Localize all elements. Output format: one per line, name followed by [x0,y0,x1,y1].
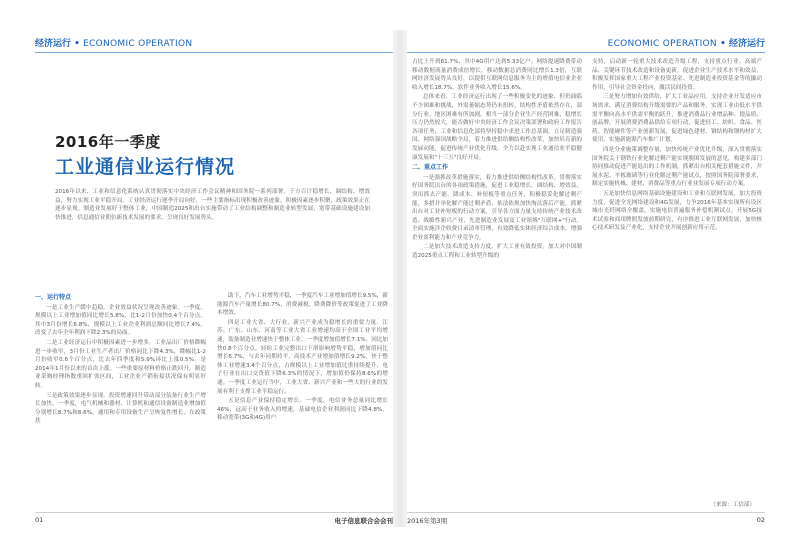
left-header-en: ECONOMIC OPERATION [83,39,193,49]
right-header-rule [407,52,765,53]
paragraph: 四是工业大省、大行业、新兴产业成为稳增长的重要力量。江苏、广东、山东、河南等工业大省工业增速均高于全国工业平均增速，装备制造业增速快于整体工业，一季度增加值增长7.1%，同比加快0.8个百分点，轻纺工业完整出口下滑影响增势平稳，增加值同比增长6.7%，与去年同期持平，高技术产业增加值增长9.2%，快于整体工业增速3.4个百分点，占规模以上工业增加值比重持续提升，电子行业在出口交货值下降6.3%的情况下，增加值仍保持8.6%的增速。一季度工业运行当中，工业大省、新兴产业和一些大的行业的发展有利于支撑工业平稳运行。 [217,319,388,395]
spine-gutter [393,30,407,527]
left-page [35,30,393,527]
right-header-cn: 经济运行 [728,39,765,49]
paragraph: 三是政策效果逐步显现。投资增速回升带动部分装备行业生产增长加快，一季度，电气机械和器材、计算机和通信设备制造业增加值分别增长8.7%和8.6%，通用和专用设备生产呈恢复性增长，在政策扶 [35,392,206,425]
paragraph: 三是努力增加有效供给，扩大工业品应用。支持企业开发适应市场需求，满足消费结构升级需要的产品和服务，实现工业由低水平供需平衡向高水平供需平衡的跃升，推进消费品行业增品种、提品质、创品牌，开展消费消费品供给专项行动，促进轻工、纺织、食品、医药、智能硬件等产业创新发展，促进绿色建材、钢结构和钢构材扩大使用，实施新能源汽车推广计划。 [592,94,762,144]
paragraph: 四是分业施策调整存量，加快传统产业优化升级，深入贯彻落实国务院关于钢铁行业化解过剩产能实现脱困发展的意见，构建多部门协同推动促进产能退出的工作机制，抓紧出台相关配套措施文件，开展水泥、平板玻璃等行业化解过剩产能试点，按照国务院部署要求，制定实施机械、建材、消费品等重点行业业发展专项行动方案。 [592,146,762,188]
paragraph: 助下，汽车工业增势平稳，一季度汽车工业增加值增长9.5%，新能源汽车产量增长80.7%，消费减税、降费降价等政策促进了工业降本增效。 [217,293,388,317]
paragraph: 五是信息产业保持稳定增长。一季度，电信业务总量同比增长46%，远高于业务收入的增速，基础电信企业利润同比下降4.8%，移动宽带(3G和4G)用户 [217,398,388,422]
paragraph: 二是加大技术改造支持力度，扩大工业有效投资。加大对中国制造2025重点工程和工业转型升级的 [412,244,582,260]
article-intro: 2016年以来，工业和信息化系统认真贯彻落实中央经济工作会议精神和国务院一系列部署，千方百计稳增长、调结构、增效益，努力实现工业平稳开局。工业经济运行逐季开局向好，一些主要指标出现积极改善迹象，积极因素逐步积聚，政策效果正在逐步显现。制造业发展好于整体工业，中国制造2025和出台实施带动了工业结构调整和制造业转型发展，宽带基础设施建设加快推进，信息通信业朝位新技术发展的要求，呈现良好发展势头。 [55,189,370,221]
right-footer-rule [407,512,765,513]
right-running-header: ECONOMIC OPERATION • 经济运行 [607,39,765,49]
article-title-line2: 工业通信业运行情况 [55,156,236,178]
right-page [407,30,765,527]
issue-label: 2016年第3期 [407,517,448,525]
left-header-rule [35,52,393,53]
paragraph: 一是工业生产缓中趋稳，企业效益状况呈现改善迹象。一季度，规模以上工业增加值同比增长5.8%，比1-2月份加快0.4个百分点，其中3月份增长6.8%，规模以上工业企业利润总额同比增长7.4%，改变了去年全年利润下降2.3%的局面。 [35,304,206,337]
paragraph: 支持，启动新一轮重大技术改造升级工程，支持重点行业、高端产品、关键环节技术改造和设备更新，促进企业生产技术水平和效益，积极发挥国家重大工程产业投资基金、先进制造业投资基金等的撬动作用，引导社会资金投向，激活民间投资。 [592,59,762,91]
left-running-header: 经济运行 • ECONOMIC OPERATION [35,39,193,49]
right-header-en: ECONOMIC OPERATION [607,39,717,49]
paragraph: 二是工业经济运行中积极因素进一步增多。工业品出厂价格降幅进一步收窄，3月份工业生产者出厂价格同比下降4.3%，降幅比1-2月份收窄0.6个百分点，比去年四季度和5.9%环比上涨0.5%。是2014年1月份以来的首次上涨。一些重要原材料价格止跌回升，制造业采购经理指数重回扩张区间，工业企业产销衔接状况保有明显好转。 [35,339,206,389]
right-page-number: 02 [756,516,765,524]
paragraph: 五是加快信息网络基础设施建设和工业和互联网发展，加大投资力度，促进全光网络建设和4G发展，力争2016年基本实现所有设区城市光纤网络全覆盖，实施电信普遍服务补偿机制试点，开展5G技术试验和商用牌照发放前期研究，有序推进工业互联网发展，加快核心技术研发及产业化，支持企业开展创新应用示范。 [592,190,762,232]
left-page-number: 01 [35,516,44,524]
section1-heading: 一、运行特点 [35,294,72,301]
paragraph: 占比上升到61.7%，其中4G用户达到5.33亿户。网络提速降费带动移动数据流量消费成倍增长，移动数据总消费同比增长1.3倍，互联网经济发展势头良好，以提供互联网信息服务为主的增值电信业企业收入增长18.7%，软件业务收入增长15.6%。 [412,59,582,91]
paragraph: 总体来看，工业经济运行出现了一些积极变化的迹象，但仍面临不少困难和挑战，外需萎缩态势仍未扭转，结构性矛盾依然存在，部分行业、地区困难有所加剧，相当一部分企业生产经营困难，稳增长压力仍然较大，能否做好中央经济工作会议决策部署和政府工作报告各项任务，工业和信息化部将坚持稳中求进工作总基调，立足制造强国、网络强国战略全局，着力推进供给侧结构性改革，加快培育新的发展动能，促进传统产业优化升级，全力以赴实现工业通信业平稳健康发展和"十三五"良好开局。 [412,94,582,161]
section2-heading: 二、重点工作 [412,164,449,172]
right-column-1 [412,58,582,262]
article-source: （来源：工信部） [710,502,755,508]
left-column-2 [217,292,388,424]
magazine-name: 电子信息联合会会刊 [334,517,393,525]
left-column-1 [35,292,206,427]
left-footer-rule [35,512,393,513]
paragraph: 一是强抓改革措施落实，着力推进供给侧结构性改革。贯彻落实好国务院出台的各项政策措施，促进工业稳增长、调结构、增效益，突出抓去产能、降成本、补短板等重点任务，积极稳妥化解过剩产能，多措并举化解产能过剩矛盾，依法依规加快淘汰落后产能，抓紧出台对工业补短板的行动方案，引导各方面力量支持传统产业技术改造、战略性新兴产业、先进制造业发展及工业领域"互联网+"行动，全面实施涉企收费目录清单管理，有效降低实体经济综合成本，增强企业盈利能力和产业竞争力。 [412,174,582,241]
article-title-line1: 2016年一季度 [55,133,161,151]
right-column-2 [592,58,762,234]
left-header-cn: 经济运行 [35,39,72,49]
